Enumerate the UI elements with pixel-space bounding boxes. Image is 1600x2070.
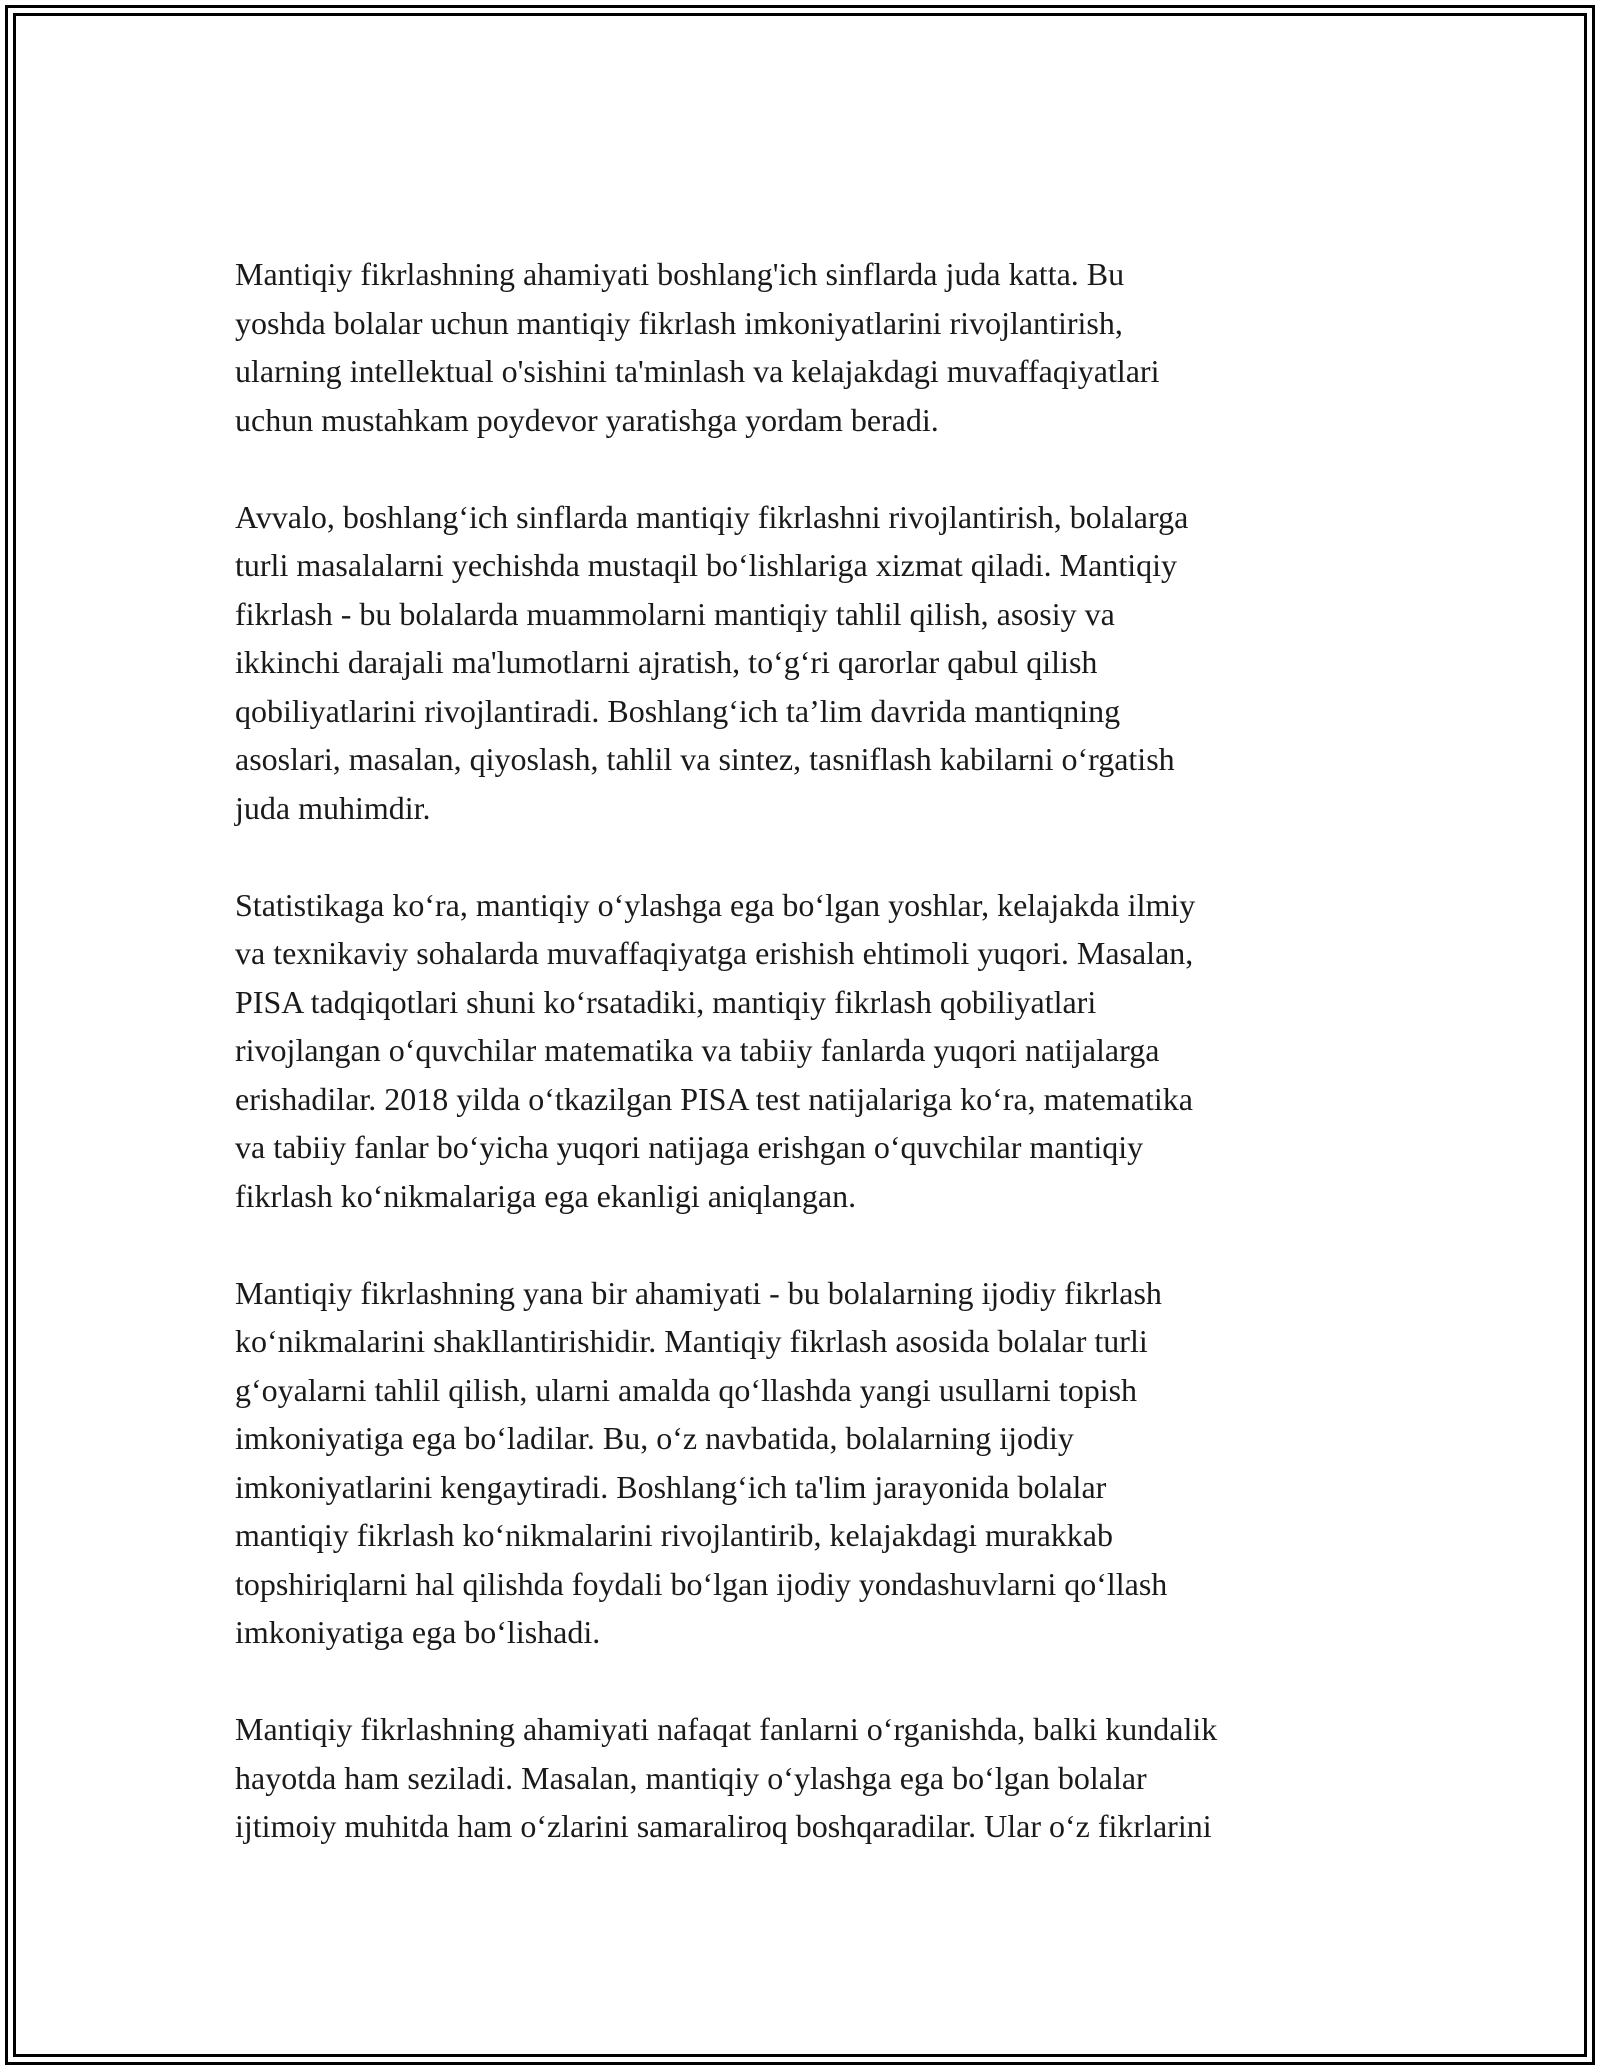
paragraph: Mantiqiy fikrlashning ahamiyati nafaqat fanlarni o‘rganishda, balki kundalik hayotda ham seziladi. Masalan, mantiqiy o‘ylashga ega bo‘lgan bolalar ijtimoiy muhitda ham o‘zlarini samaraliroq boshqaradilar. Ular o‘z fikrlarini bbox=[235, 1711, 1218, 1844]
paragraph: Statistikaga ko‘ra, mantiqiy o‘ylashga ega bo‘lgan yoshlar, kelajakda ilmiy va texnikaviy sohalarda muvaffaqiyatga erishish ehtimoli yuqori. Masalan, PISA tadqiqotlari shuni ko‘rsatadiki, mantiqiy fikrlash qobiliyatlari rivojlangan o‘quvchilar matematika va tabiiy fanlarda yuqori natijalarga erishadilar. 2018 yilda o‘tkazilgan PISA test natijalariga ko‘ra, matematika va tabiiy fanlar bo‘yicha yuqori natijaga erishgan o‘quvchilar mantiqiy fikrlash ko‘nikmalariga ega ekanligi aniqlangan. bbox=[235, 886, 1196, 1214]
document-body bbox=[235, 250, 1375, 1899]
paragraph: Avvalo, boshlang‘ich sinflarda mantiqiy fikrlashni rivojlantirish, bolalarga turli masalalarni yechishda mustaqil bo‘lishlariga xizmat qiladi. Mantiqiy fikrlash - bu bolalarda muammolarni mantiqiy tahlil qilish, asosiy va ikkinchi darajali ma'lumotlarni ajratish, to‘g‘ri qarorlar qabul qilish qobiliyatlarini rivojlantiradi. Boshlang‘ich ta’lim davrida mantiqning asoslari, masalan, qiyoslash, tahlil va sintez, tasniflash kabilarni o‘rgatish juda muhimdir. bbox=[235, 498, 1189, 826]
paragraph: Mantiqiy fikrlashning ahamiyati boshlang'ich sinflarda juda katta. Bu yoshda bolalar uchun mantiqiy fikrlash imkoniyatlarini rivojlantirish, ularning intellektual o'sishini ta'minlash va kelajakdagi muvaffaqiyatlari uchun mustahkam poydevor yaratishga yordam beradi. bbox=[235, 256, 1160, 438]
paragraph: Mantiqiy fikrlashning yana bir ahamiyati - bu bolalarning ijodiy fikrlash ko‘nikmalarini shakllantirishidir. Mantiqiy fikrlash asosida bolalar turli g‘oyalarni tahlil qilish, ularni amalda qo‘llashda yangi usullarni topish imkoniyatiga ega bo‘ladilar. Bu, o‘z navbatida, bolalarning ijodiy imkoniyatlarini kengaytiradi. Boshlang‘ich ta'lim jarayonida bolalar mantiqiy fikrlash ko‘nikmalarini rivojlantirib, kelajakdagi murakkab topshiriqlarni hal qilishda foydali bo‘lgan ijodiy yondashuvlarni qo‘llash imkoniyatiga ega bo‘lishadi. bbox=[235, 1274, 1168, 1650]
